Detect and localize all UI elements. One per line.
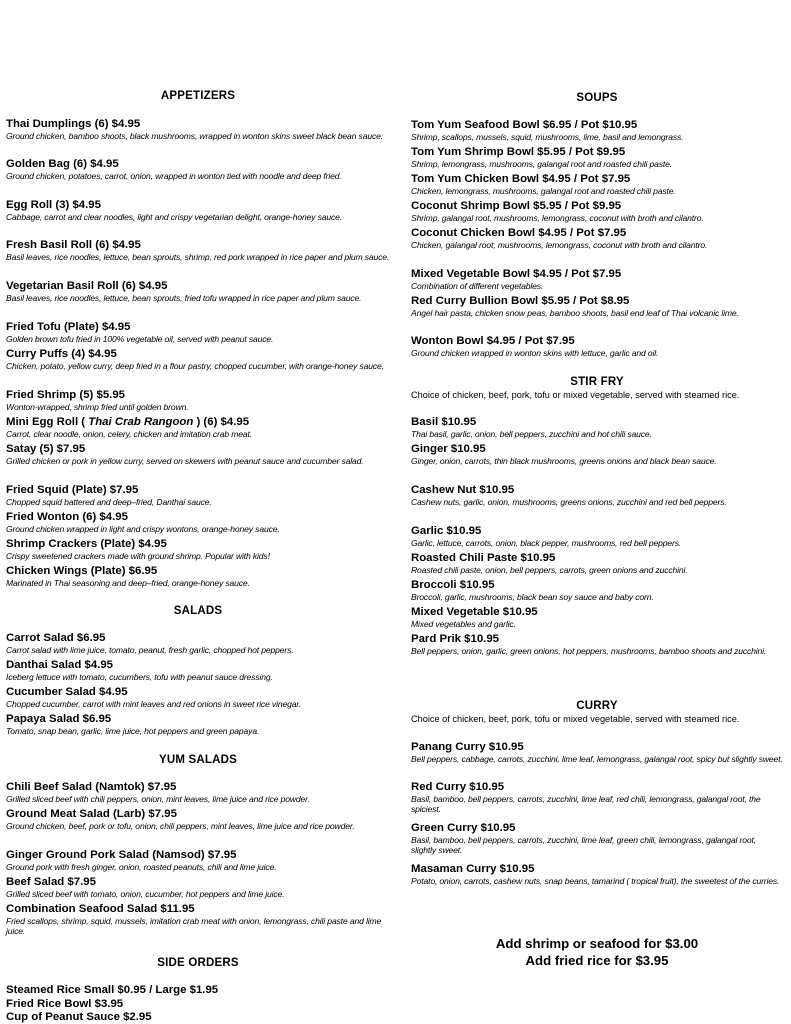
- item-desc: Chopped cucumber, carrot with mint leaves and red onions in sweet rice vinegar.: [6, 699, 301, 709]
- menu-item: [411, 822, 783, 855]
- item-name: Egg Roll (3) $4.95: [6, 199, 101, 211]
- menu-item: [6, 348, 390, 371]
- item-name: Tom Yum Shrimp Bowl $5.95 / Pot $9.95: [411, 146, 626, 158]
- item-desc: Chicken, potato, yellow curry, deep fried in a flour pastry, chopped cucumber, with orange-honey sauce.: [6, 361, 384, 371]
- soups-heading: SOUPS: [576, 92, 618, 104]
- item-name: Golden Bag (6) $4.95: [6, 158, 119, 170]
- item-desc: Chopped squid battered and deep–fried, Danthai sauce.: [6, 497, 212, 507]
- item-name-part: Mini Egg Roll (: [6, 416, 89, 428]
- menu-item: [411, 200, 783, 223]
- menu-item: [6, 484, 390, 507]
- item-desc: Basil leaves, rice noodles, lettuce, bean sprouts, fried tofu wrapped in rice paper and plum sauce.: [6, 293, 362, 303]
- item-name: Mixed Vegetable Bowl $4.95 / Pot $7.95: [411, 268, 622, 280]
- footer-notes: [411, 935, 783, 969]
- add-seafood-note: Add shrimp or seafood for $3.00: [495, 936, 699, 951]
- menu-item: [411, 119, 783, 142]
- menu-item: [6, 632, 390, 655]
- item-desc: Shrimp, scallops, mussels, squid, mushrooms, lime, basil and lemongrass.: [411, 132, 684, 142]
- item-name: Wonton Bowl $4.95 / Pot $7.95: [411, 335, 575, 347]
- menu-item: [6, 443, 390, 466]
- item-name: Vegetarian Basil Roll (6) $4.95: [6, 280, 168, 292]
- item-name: Panang Curry $10.95: [411, 741, 524, 753]
- item-desc: Ground pork with fresh ginger, onion, roasted peanuts, chili and lime juice.: [6, 862, 277, 872]
- add-fried-rice-note: Add fried rice for $3.95: [525, 953, 669, 968]
- item-desc: Bell peppers, onion, garlic, green onions, hot peppers, mushrooms, bamboo shoots and zucchini.: [411, 646, 767, 656]
- item-name: Ginger $10.95: [411, 443, 486, 455]
- item-desc: Carrot salad with lime juice, tomato, peanut, fresh garlic, chopped hot peppers.: [6, 645, 294, 655]
- yum-salads-heading: YUM SALADS: [158, 754, 238, 766]
- item-desc: Ground chicken, potatoes, carrot, onion, wrapped in wonton tied with noodle and deep fried.: [6, 171, 342, 181]
- item-desc: Shrimp, lemongrass, mushrooms, galangal root and roasted chili paste.: [411, 159, 672, 169]
- menu-item: [6, 686, 390, 709]
- item-name: Cucumber Salad $4.95: [6, 686, 128, 698]
- menu-item: [6, 538, 390, 561]
- item-desc: Ground chicken, bamboo shoots, black mushrooms, wrapped in wonton skins sweet black bean sauce.: [6, 131, 383, 141]
- menu-item: [6, 808, 390, 831]
- menu-item: [6, 511, 390, 534]
- item-desc: Broccoli, garlic, mushrooms, black bean soy sauce and baby corn.: [411, 592, 654, 602]
- menu-item: [6, 781, 390, 804]
- item-desc: Basil, bamboo, bell peppers, carrots, zucchini, lime leaf, red chili, lemongrass, galangal root, the spiciest.: [411, 794, 761, 815]
- menu-item: [411, 606, 783, 629]
- item-name-part: ) (6) $4.95: [193, 416, 250, 428]
- item-name: Broccoli $10.95: [411, 579, 495, 591]
- item-desc: Tomato, snap bean, garlic, lime juice, hot peppers and green papaya.: [6, 726, 260, 736]
- item-name: Fried Squid (Plate) $7.95: [6, 484, 139, 496]
- item-desc: Chicken, galangal root, mushrooms, lemongrass, coconut with broth and cilantro.: [411, 240, 708, 250]
- menu-item: [6, 158, 390, 181]
- item-desc: Combination of different vegetables.: [411, 281, 544, 291]
- menu-item: [6, 849, 390, 872]
- item-name: Tom Yum Chicken Bowl $4.95 / Pot $7.95: [411, 173, 631, 185]
- item-name: Fried Wonton (6) $4.95: [6, 511, 128, 523]
- side-order-item: Cup of Peanut Sauce $2.95: [6, 1011, 152, 1023]
- menu-item: [411, 741, 783, 764]
- item-desc: Cashew nuts, garlic, onion, mushrooms, greens onions, zucchini and red bell peppers.: [411, 497, 727, 507]
- menu-item: [6, 416, 390, 439]
- menu-item: [6, 321, 390, 344]
- item-desc: Grilled sliced beef with chili peppers, onion, mint leaves, lime juice and rice powder.: [6, 794, 310, 804]
- item-desc: Grilled chicken or pork in yellow curry, served on skewers with peanut sauce and cucumber salad.: [6, 456, 364, 466]
- menu-item: [411, 146, 783, 169]
- item-name: Thai Dumplings (6) $4.95: [6, 118, 141, 130]
- item-desc: Basil, bamboo, bell peppers, carrots, zucchini, lime leaf, green chili, lemongrass, galangal root, slightly sweet.: [411, 835, 756, 856]
- item-name: Carrot Salad $6.95: [6, 632, 106, 644]
- item-name: Cashew Nut $10.95: [411, 484, 515, 496]
- item-name: Fried Shrimp (5) $5.95: [6, 389, 126, 401]
- item-name: Garlic $10.95: [411, 525, 482, 537]
- item-name: Masaman Curry $10.95: [411, 863, 535, 875]
- item-desc: Ginger, onion, carrots, thin black mushrooms, greens onions and black bean sauce.: [411, 456, 717, 466]
- item-name: Fresh Basil Roll (6) $4.95: [6, 239, 141, 251]
- menu-item: [411, 295, 783, 318]
- menu-item: [6, 659, 390, 682]
- item-desc: Marinated in Thai seasoning and deep–fried, orange-honey sauce.: [6, 578, 250, 588]
- curry-note: Choice of chicken, beef, pork, tofu or mixed vegetable, served with steamed rice.: [411, 714, 740, 724]
- menu-item: [6, 876, 390, 899]
- item-desc: Garlic, lettuce, carrots, onion, black pepper, mushrooms, red bell peppers.: [411, 538, 682, 548]
- item-name: Chicken Wings (Plate) $6.95: [6, 565, 158, 577]
- side-order-item: Fried Rice Bowl $3.95: [6, 998, 124, 1010]
- item-desc: Roasted chili paste, onion, bell peppers, carrots, green onions and zucchini.: [411, 565, 688, 575]
- item-name: Combination Seafood Salad $11.95: [6, 903, 195, 915]
- item-name: Basil $10.95: [411, 416, 477, 428]
- item-desc: Mixed vegetables and garlic.: [411, 619, 516, 629]
- item-name: Papaya Salad $6.95: [6, 713, 112, 725]
- side-order-item: Steamed Rice Small $0.95 / Large $1.95: [6, 984, 219, 996]
- menu-item: [411, 443, 783, 466]
- menu-item: [411, 579, 783, 602]
- item-desc: Cabbage, carrot and clear noodles, light and crispy vegetarian delight, orange-honey sauce.: [6, 212, 343, 222]
- item-name: Coconut Shrimp Bowl $5.95 / Pot $9.95: [411, 200, 622, 212]
- item-name: Beef Salad $7.95: [6, 876, 96, 888]
- menu-item: [6, 239, 390, 262]
- item-desc: Ground chicken wrapped in wonton skins with lettuce, garlic and oil.: [411, 348, 659, 358]
- item-name: Mixed Vegetable $10.95: [411, 606, 538, 618]
- item-desc: Bell peppers, cabbage, carrots, zucchini, lime leaf, lemongrass, galangal root, spicy but slightly sweet.: [411, 754, 783, 764]
- item-name: Curry Puffs (4) $4.95: [6, 348, 117, 360]
- item-name: Ginger Ground Pork Salad (Namsod) $7.95: [6, 849, 237, 861]
- item-desc: Iceberg lettuce with tomato, cucumbers, tofu with peanut sauce dressing.: [6, 672, 273, 682]
- item-desc: Carrot, clear noodle, onion, celery, chicken and imitation crab meat.: [6, 429, 252, 439]
- item-name-italic: Thai Crab Rangoon: [88, 416, 194, 428]
- item-name: Red Curry $10.95: [411, 781, 505, 793]
- menu-item: [411, 268, 783, 291]
- stir-fry-heading: STIR FRY: [570, 376, 624, 388]
- menu-item: [411, 525, 783, 548]
- menu-item: [6, 389, 390, 412]
- item-desc: Ground chicken wrapped in light and crispy wontons, orange-honey sauce.: [6, 524, 280, 534]
- menu-item: [411, 173, 783, 196]
- item-name: Chili Beef Salad (Namtok) $7.95: [6, 781, 177, 793]
- menu-item: [6, 565, 390, 588]
- menu-item: [411, 633, 783, 656]
- menu-item: [411, 227, 783, 250]
- item-desc: Crispy sweetened crackers made with ground shrimp. Popular with kids!: [6, 551, 270, 561]
- item-name: Ground Meat Salad (Larb) $7.95: [6, 808, 177, 820]
- item-desc: Wonton-wrapped, shrimp fried until golden brown.: [6, 402, 189, 412]
- item-name: [6, 416, 390, 429]
- salads-heading: SALADS: [173, 605, 223, 617]
- item-desc: Golden brown tofu fried in 100% vegetable oil, served with peanut sauce.: [6, 334, 274, 344]
- item-name: Danthai Salad $4.95: [6, 659, 113, 671]
- item-desc: Shrimp, galangal root, mushrooms, lemongrass, coconut with broth and cilantro.: [411, 213, 704, 223]
- menu-item: [411, 416, 783, 439]
- item-name: Tom Yum Seafood Bowl $6.95 / Pot $10.95: [411, 119, 638, 131]
- side-orders-heading: SIDE ORDERS: [157, 957, 239, 969]
- item-desc: Potato, onion, carrots, cashew nuts, snap beans, tamarind ( tropical fruit), the sweetest of the curries.: [411, 876, 780, 886]
- menu-item: [6, 280, 390, 303]
- menu-item: [6, 903, 390, 936]
- item-name: Coconut Chicken Bowl $4.95 / Pot $7.95: [411, 227, 627, 239]
- menu-item: [411, 484, 783, 507]
- menu-item: [6, 118, 390, 141]
- curry-heading: CURRY: [576, 700, 618, 712]
- item-desc: Fried scallops, shrimp, squid, mussels, imitation crab meat with onion, lemongrass, chili paste and lime juice.: [6, 916, 382, 937]
- item-name: Satay (5) $7.95: [6, 443, 86, 455]
- menu-item: [6, 199, 390, 222]
- menu-item: [411, 335, 783, 358]
- item-name: Fried Tofu (Plate) $4.95: [6, 321, 131, 333]
- item-desc: Basil leaves, rice noodles, lettuce, bean sprouts, shrimp, red pork wrapped in rice paper and plum sauce.: [6, 252, 390, 262]
- item-desc: Angel hair pasta, chicken snow peas, bamboo shoots, basil end leaf of Thai volcanic lime.: [411, 308, 739, 318]
- item-name: Pard Prik $10.95: [411, 633, 500, 645]
- menu-item: [6, 713, 390, 736]
- menu-item: [411, 781, 783, 814]
- appetizers-heading: APPETIZERS: [160, 90, 236, 102]
- menu-item: [411, 863, 783, 886]
- item-desc: Ground chicken, beef, pork or tofu, onion, chili peppers, mint leaves, lime juice and rice powder.: [6, 821, 355, 831]
- menu-item: [411, 552, 783, 575]
- item-desc: Thai basil, garlic, onion, bell peppers, zucchini and hot chili sauce.: [411, 429, 652, 439]
- item-name: Green Curry $10.95: [411, 822, 516, 834]
- item-name: Red Curry Bullion Bowl $5.95 / Pot $8.95: [411, 295, 630, 307]
- stir-fry-note: Choice of chicken, beef, pork, tofu or mixed vegetable, served with steamed rice.: [411, 390, 740, 400]
- item-desc: Grilled sliced beef with tomato, onion, cucumber, hot peppers and lime juice.: [6, 889, 285, 899]
- item-name: Roasted Chili Paste $10.95: [411, 552, 556, 564]
- item-name: Shrimp Crackers (Plate) $4.95: [6, 538, 167, 550]
- item-desc: Chicken, lemongrass, mushrooms, galangal root and roasted chili paste.: [411, 186, 676, 196]
